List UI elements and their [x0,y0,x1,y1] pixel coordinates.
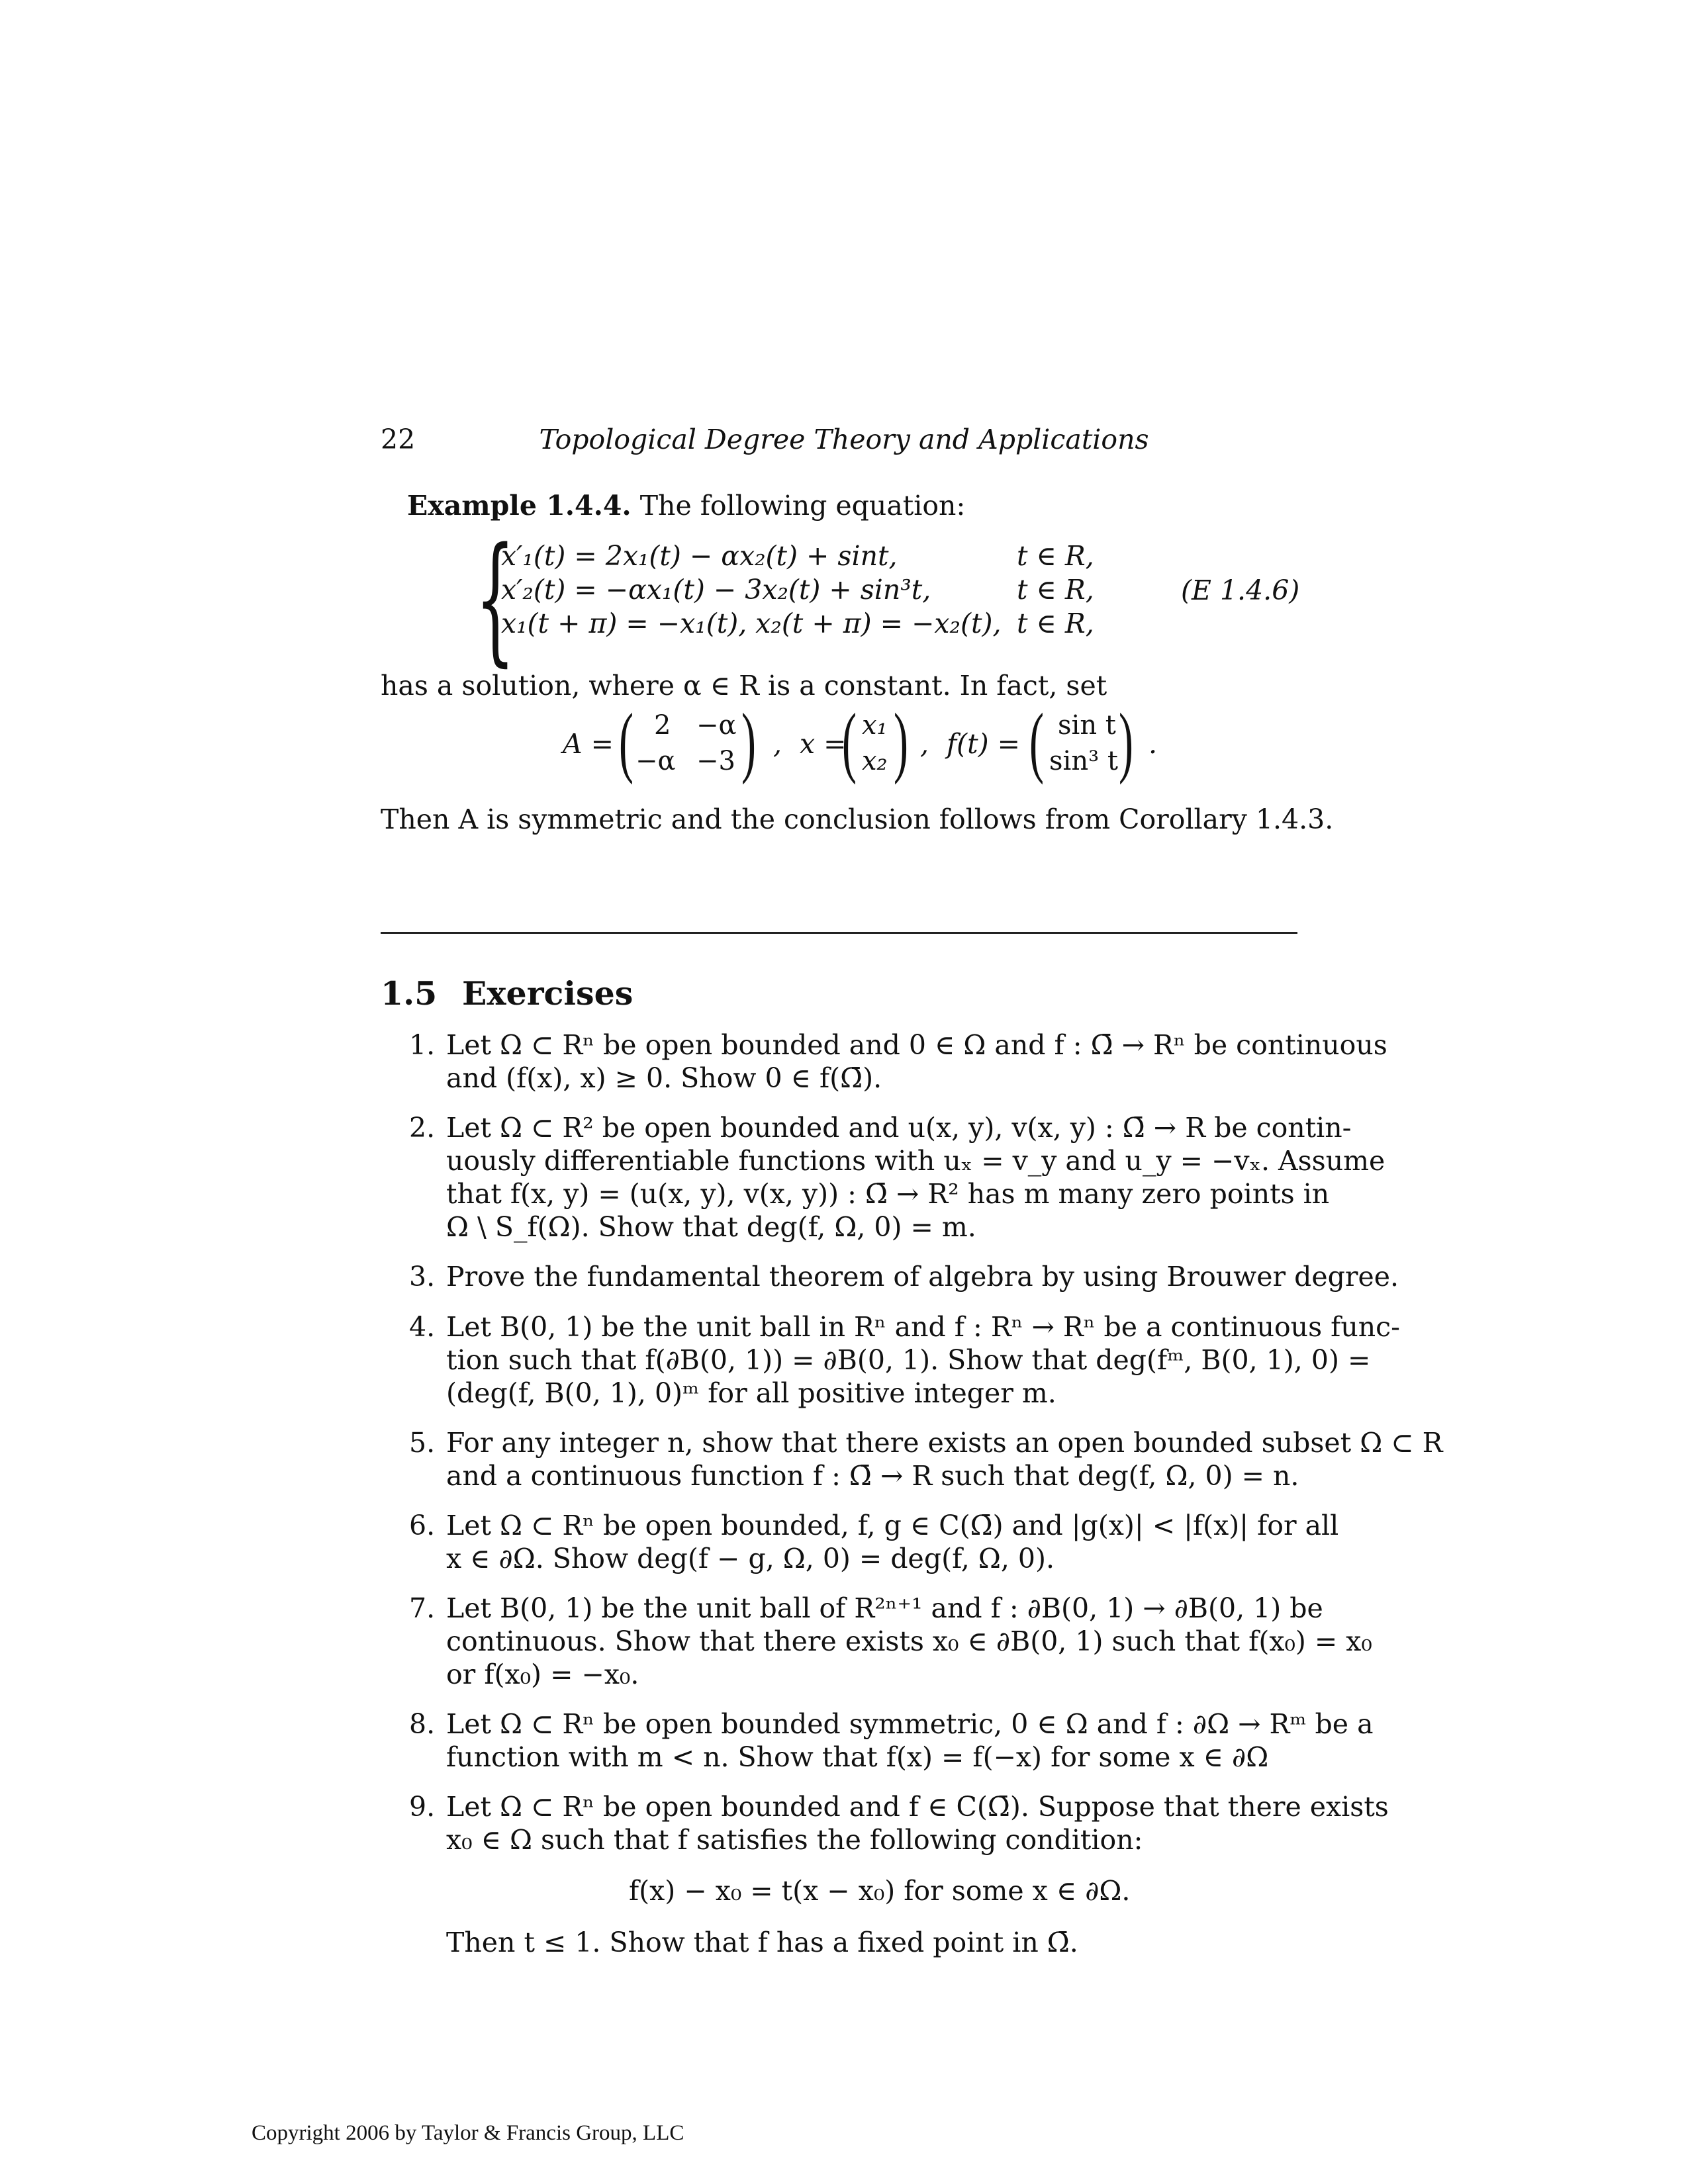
exercise-line: Ω \ S_f(Ω). Show that deg(f, Ω, 0) = m. [446,1211,976,1243]
section-title: Exercises [462,974,633,1013]
vector-f-cell: sin t [1058,710,1116,741]
copyright-notice: Copyright 2006 by Taylor & Francis Group, LLC [252,2121,684,2145]
matrix-a-left-paren: ( [619,697,633,785]
vector-f-label: f(t) = [947,728,1021,760]
exercise-line: x₀ ∈ Ω such that f satisfies the following condition: [446,1824,1143,1856]
exercise-line: function with m < n. Show that f(x) = f(−x) for some x ∈ ∂Ω [446,1741,1269,1773]
exercise-line: uously differentiable functions with uₓ = v_y and u_y = −vₓ. Assume [446,1145,1385,1177]
exercise-line: Let Ω ⊂ Rⁿ be open bounded, f, g ∈ C(Ω̄) and |g(x)| < |f(x)| for all [446,1510,1339,1541]
solution-text: has a solution, where α ∈ R is a constant. In fact, set [381,670,1107,702]
conclusion-text: Then A is symmetric and the conclusion follows from Corollary 1.4.3. [381,803,1334,835]
display-equation: f(x) − x₀ = t(x − x₀) for some x ∈ ∂Ω. [629,1875,1131,1907]
separator-period: . [1149,728,1158,760]
system-brace: { [475,518,516,680]
matrix-a-cell: −α [635,746,676,776]
exercise-line: continuous. Show that there exists x₀ ∈ ∂B(0, 1) such that f(x₀) = x₀ [446,1625,1372,1657]
page-number: 22 [381,424,416,455]
exercise-number: 2. [409,1112,436,1144]
exercise-line: Then t ≤ 1. Show that f has a fixed point in Ω̄. [446,1927,1078,1958]
running-title: Topological Degree Theory and Applications [539,424,1149,455]
exercise-number: 4. [409,1311,436,1343]
separator-comma: , [773,728,782,760]
exercise-number: 8. [409,1708,436,1740]
system-condition-1: t ∈ R, [1017,540,1094,572]
vector-x-right-paren: ) [894,697,908,785]
exercise-number: 6. [409,1510,436,1541]
exercise-line: or f(x₀) = −x₀. [446,1659,639,1690]
exercise-line: For any integer n, show that there exists an open bounded subset Ω ⊂ R [446,1427,1443,1459]
vector-f-cell: sin³ t [1049,746,1118,776]
exercise-number: 9. [409,1791,436,1823]
exercise-line: Let B(0, 1) be the unit ball of R²ⁿ⁺¹ and f : ∂B(0, 1) → ∂B(0, 1) be [446,1592,1323,1624]
vector-x-cell: x₂ [862,746,888,776]
matrix-a-cell: −α [696,710,737,741]
system-condition-2: t ∈ R, [1017,574,1094,606]
exercise-number: 3. [409,1261,436,1293]
matrix-a-cell: 2 [654,710,671,741]
exercise-line: tion such that f(∂B(0, 1)) = ∂B(0, 1). Show that deg(fᵐ, B(0, 1), 0) = [446,1344,1371,1376]
system-equation-3: x₁(t + π) = −x₁(t), x₂(t + π) = −x₂(t), [501,608,1002,639]
matrix-a-label: A = [563,728,614,760]
example-intro: The following equation: [639,490,966,522]
section-number: 1.5 [381,974,438,1013]
vector-x-cell: x₁ [862,710,888,741]
exercise-line: Let Ω ⊂ R² be open bounded and u(x, y), v(x, y) : Ω̄ → R be contin- [446,1112,1352,1144]
exercise-line: Let Ω ⊂ Rⁿ be open bounded symmetric, 0 ∈ Ω and f : ∂Ω → Rᵐ be a [446,1708,1374,1740]
matrix-a-right-paren: ) [741,697,756,785]
matrix-a-cell: −3 [696,746,735,776]
exercise-line: Let B(0, 1) be the unit ball in Rⁿ and f : Rⁿ → Rⁿ be a continuous func- [446,1311,1400,1343]
system-condition-3: t ∈ R, [1017,608,1094,639]
exercise-line: and (f(x), x) ≥ 0. Show 0 ∈ f(Ω̄). [446,1062,882,1094]
exercise-line: Prove the fundamental theorem of algebra by using Brouwer degree. [446,1261,1399,1293]
exercise-line: and a continuous function f : Ω̄ → R such that deg(f, Ω, 0) = n. [446,1460,1299,1492]
exercise-line: that f(x, y) = (u(x, y), v(x, y)) : Ω̄ → R² has m many zero points in [446,1178,1330,1210]
system-equation-2: x′₂(t) = −αx₁(t) − 3x₂(t) + sin³t, [501,574,931,606]
exercise-line: (deg(f, B(0, 1), 0)ᵐ for all positive integer m. [446,1377,1056,1409]
vector-f-right-paren: ) [1119,697,1133,785]
separator-comma: , [920,728,929,760]
vector-x-left-paren: ( [842,697,857,785]
vector-x-label: x = [800,728,847,760]
section-rule [381,932,1297,934]
example-label: Example 1.4.4. [407,490,632,522]
exercise-number: 1. [409,1029,436,1061]
exercise-line: Let Ω ⊂ Rⁿ be open bounded and f ∈ C(Ω̄). Suppose that there exists [446,1791,1389,1823]
exercise-number: 7. [409,1592,436,1624]
exercise-number: 5. [409,1427,436,1459]
exercise-line: x ∈ ∂Ω. Show deg(f − g, Ω, 0) = deg(f, Ω, 0). [446,1543,1055,1574]
exercise-line: Let Ω ⊂ Rⁿ be open bounded and 0 ∈ Ω and f : Ω̄ → Rⁿ be continuous [446,1029,1387,1061]
equation-tag: (E 1.4.6) [1181,574,1300,606]
vector-f-left-paren: ( [1029,697,1044,785]
system-equation-1: x′₁(t) = 2x₁(t) − αx₂(t) + sint, [501,540,898,572]
